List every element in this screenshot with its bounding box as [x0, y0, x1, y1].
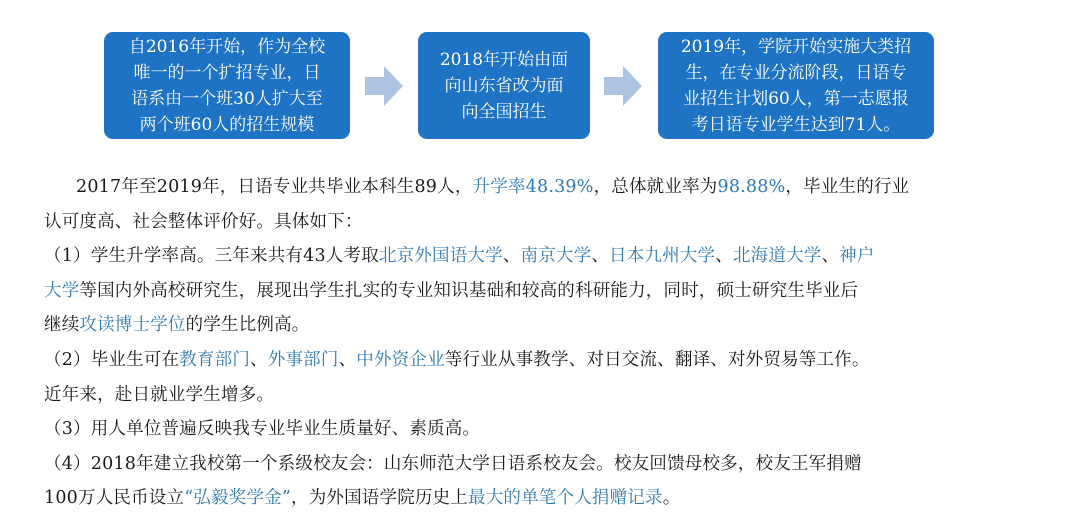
text-segment: 、: [250, 349, 268, 370]
point2-line-2: [44, 378, 1044, 413]
highlighted-text: 升学率48.39%: [472, 177, 594, 197]
intro-line-1: [44, 170, 1044, 205]
flow-box-2019-line: 考日语专业学生达到71人。: [691, 114, 901, 135]
highlighted-text: 南京大学: [520, 246, 592, 267]
text-segment: 、: [502, 246, 521, 267]
point1-line-3: [44, 308, 1044, 343]
flow-box-2018-line: 2018年开始由面: [439, 49, 569, 70]
flow-box-2016-line: 两个班60人的招生规模: [139, 114, 315, 135]
highlighted-text: 98.88%: [717, 177, 786, 197]
flow-box-2018-text: [440, 47, 568, 125]
flow-box-2018: [418, 32, 590, 139]
text-segment: 、: [821, 246, 840, 267]
text-segment: （3）用人单位普遍反映我专业毕业生质量好、素质高。: [44, 419, 481, 440]
text-segment: （1）学生升学率高。三年来共有43人考取: [44, 246, 379, 267]
highlighted-text: 最大的单笔个人捐赠记录: [468, 488, 663, 509]
highlighted-text: 神户: [839, 246, 875, 267]
text-segment: 、: [338, 349, 357, 370]
highlighted-text: 大学: [44, 280, 80, 301]
flow-box-2018-line: 向全国招生: [461, 101, 547, 122]
highlighted-text: “弘毅奖学金”: [184, 488, 291, 509]
flow-box-2016-line: 语系由一个班30人扩大至: [131, 88, 323, 109]
point3-line-1: [44, 412, 1044, 447]
flow-box-2019-text: [681, 34, 911, 138]
text-segment: 近年来，赴日就业学生增多。: [44, 384, 275, 405]
highlighted-text: 北海道大学: [732, 246, 822, 267]
point4-line-2: [44, 481, 1044, 516]
flow-box-2016-text: [129, 34, 325, 138]
intro-line-2: [44, 205, 1044, 240]
highlighted-text: 教育部门: [179, 349, 251, 370]
text-segment: 认可度高、社会整体评价好。具体如下：: [44, 211, 363, 232]
highlighted-text: 北京外国语大学: [378, 246, 503, 267]
text-segment: 继续: [44, 315, 80, 336]
text-segment: ，毕业生的行业: [785, 177, 910, 197]
flow-box-2019: [658, 32, 934, 139]
text-segment: 、: [715, 246, 733, 267]
flow-box-2016: [104, 32, 350, 139]
flow-box-2019-line: 生，在专业分流阶段，日语专: [685, 62, 907, 83]
flow-box-2016-line: 唯一的一个扩招专业，日: [133, 62, 321, 83]
right-arrow-icon: [604, 66, 642, 106]
text-segment: 100万人民币设立: [44, 488, 185, 509]
flow-box-2016-line: 自2016年开始，作为全校: [128, 36, 326, 57]
highlighted-text: 外事部门: [267, 349, 339, 370]
text-segment: 2017年至2019年，日语专业共毕业本科生89人，: [76, 177, 473, 197]
text-segment: （4）2018年建立我校第一个系级校友会：山东师范大学日语系校友会。校友回馈母校多，校友王军捐赠: [44, 453, 862, 474]
point4-line-1: [44, 447, 1044, 482]
highlighted-text: 日本九州大学: [609, 246, 716, 267]
text-segment: 等国内外高校研究生，展现出学生扎实的专业知识基础和较高的科研能力，同时，硕士研究生毕业后: [79, 280, 859, 301]
text-segment: 。: [662, 488, 681, 509]
highlighted-text: 攻读博士学位: [79, 315, 186, 336]
body-text: [44, 170, 1044, 516]
point1-line-1: [44, 239, 1044, 274]
flow-box-2018-line: 向山东省改为面: [444, 75, 564, 96]
text-segment: ，总体就业率为: [593, 177, 718, 197]
point2-line-1: [44, 343, 1044, 378]
text-segment: 、: [591, 246, 610, 267]
right-arrow-icon: [365, 66, 403, 106]
text-segment: 的学生比例高。: [185, 315, 310, 336]
text-segment: ，为外国语学院历史上: [291, 488, 468, 509]
text-segment: 等行业从事教学、对日交流、翻译、对外贸易等工作。: [444, 349, 870, 370]
flow-box-2019-line: 业招生计划60人，第一志愿报: [683, 88, 909, 109]
flow-box-2019-line: 2019年，学院开始实施大类招: [680, 36, 912, 57]
point1-line-2: [44, 274, 1044, 309]
text-segment: （2）毕业生可在: [44, 349, 180, 370]
highlighted-text: 中外资企业: [356, 349, 445, 370]
